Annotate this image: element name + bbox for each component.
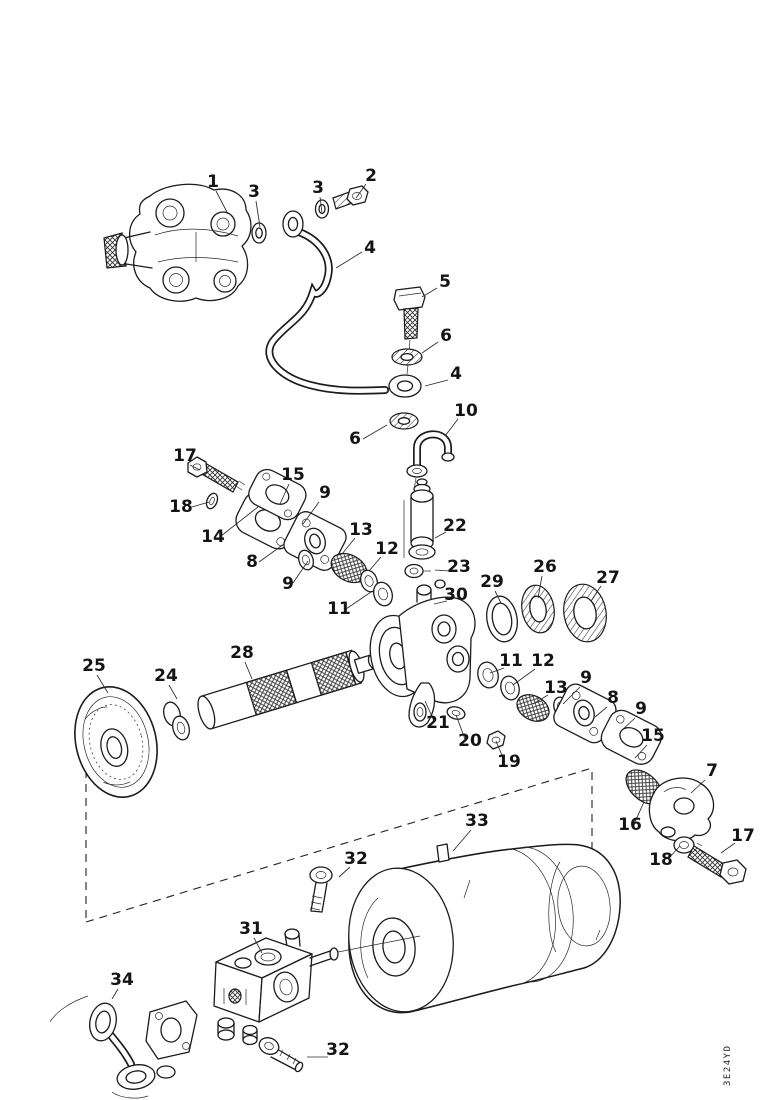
part-banjo-fitting	[283, 211, 303, 237]
callout-6a: 6	[440, 326, 452, 346]
callout-33: 33	[465, 811, 489, 831]
callout-17a: 17	[173, 446, 197, 466]
callout-11b: 11	[499, 651, 523, 671]
callout-9d: 9	[635, 699, 647, 719]
callout-3a: 3	[248, 182, 260, 202]
callout-31: 31	[239, 919, 263, 939]
part-fitting-4b	[389, 375, 421, 397]
callout-25: 25	[82, 656, 106, 676]
callout-28: 28	[230, 643, 254, 663]
callout-32a: 32	[344, 849, 368, 869]
callout-7: 7	[706, 761, 718, 781]
callout-23: 23	[447, 557, 471, 577]
callout-26: 26	[533, 557, 557, 577]
callout-32b: 32	[326, 1040, 350, 1060]
callout-5: 5	[439, 272, 451, 292]
callout-15a: 15	[281, 465, 305, 485]
callout-19: 19	[497, 752, 521, 772]
callout-29: 29	[480, 572, 504, 592]
callout-10: 10	[454, 401, 478, 421]
callout-9c: 9	[580, 668, 592, 688]
callout-22: 22	[443, 516, 467, 536]
callout-16: 16	[618, 815, 642, 835]
callout-17b: 17	[731, 826, 755, 846]
part-seal-ring-3b	[316, 200, 329, 218]
part-seal-ring-3a	[252, 223, 266, 243]
part-housing-7	[649, 778, 713, 841]
callout-8a: 8	[246, 552, 258, 572]
callout-12a: 12	[375, 539, 399, 559]
callout-11a: 11	[327, 599, 351, 619]
callout-12b: 12	[531, 651, 555, 671]
callout-20: 20	[458, 731, 482, 751]
callout-8b: 8	[607, 688, 619, 708]
callout-2: 2	[365, 166, 377, 186]
callout-13a: 13	[349, 520, 373, 540]
callout-18b: 18	[649, 850, 673, 870]
callout-9b: 9	[282, 574, 294, 594]
callout-1: 1	[207, 172, 219, 192]
callout-3b: 3	[312, 178, 324, 198]
callout-13b: 13	[544, 678, 568, 698]
callout-15b: 15	[641, 726, 665, 746]
callout-27: 27	[596, 568, 620, 588]
callout-24: 24	[154, 666, 178, 686]
callout-30: 30	[444, 585, 468, 605]
callout-21: 21	[426, 713, 450, 733]
drawing-number: 3E24YD	[723, 1044, 733, 1086]
callout-14: 14	[201, 527, 225, 547]
callout-6b: 6	[349, 429, 361, 449]
callout-9a: 9	[319, 483, 331, 503]
callout-34: 34	[110, 970, 134, 990]
callout-4b: 4	[450, 364, 462, 384]
callout-4a: 4	[364, 238, 376, 258]
part-washer-6b	[390, 413, 418, 429]
callout-18a: 18	[169, 497, 193, 517]
